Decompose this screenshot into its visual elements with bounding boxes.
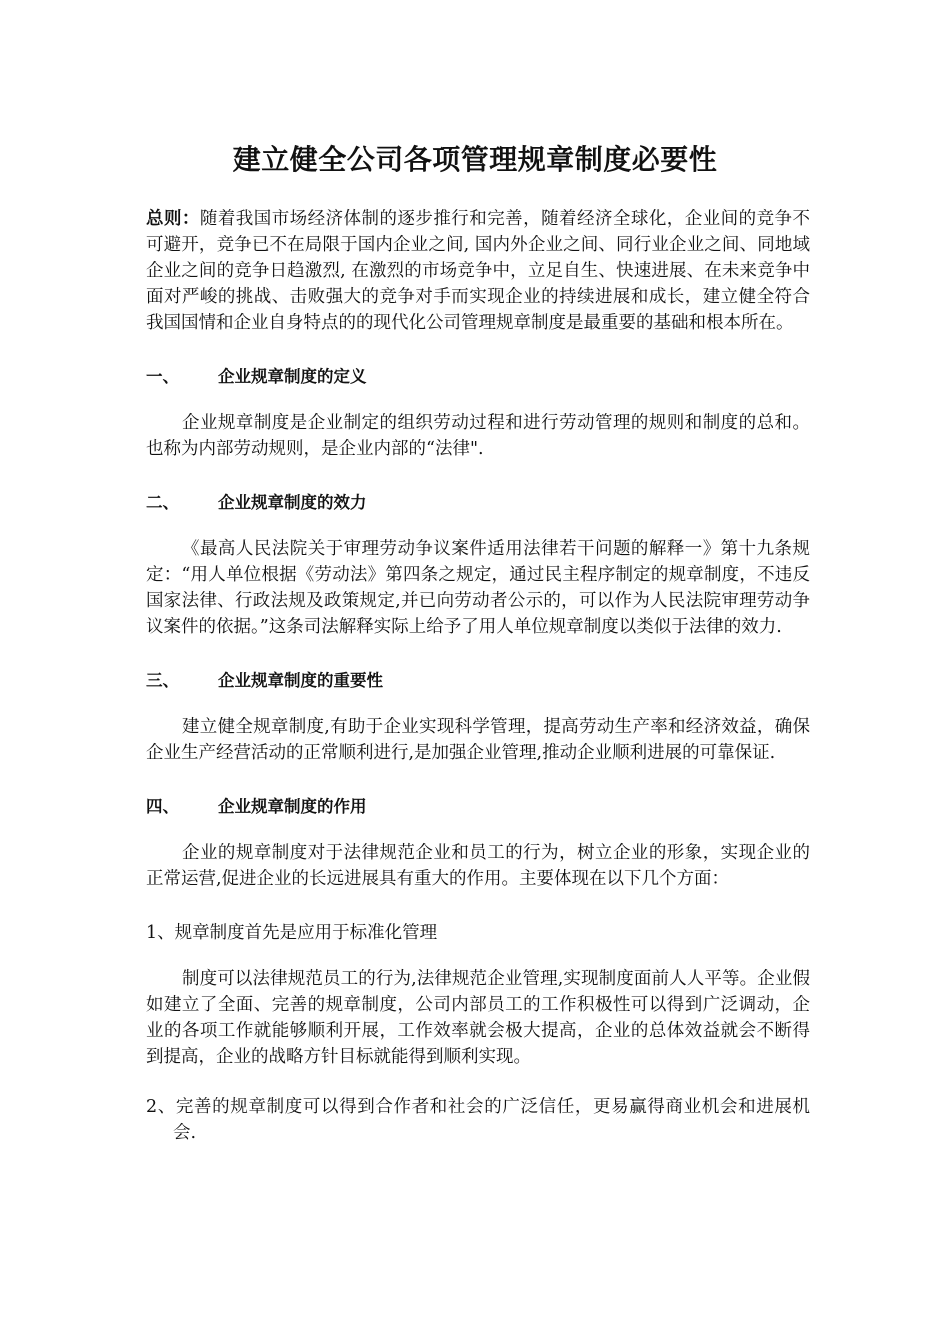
section-paragraph-4: 企业的规章制度对于法律规范企业和员工的行为，树立企业的形象，实现企业的正常运营,促进企业的长远进展具有重大的作用。主要体现在以下几个方面：	[146, 843, 810, 889]
section-paragraph-3: 建立健全规章制度,有助于企业实现科学管理，提高劳动生产率和经济效益，确保企业生产经营活动的正常顺利进行,是加强企业管理,推动企业顺利进展的可靠保证.	[146, 717, 810, 763]
section-title: 企业规章制度的效力	[218, 493, 367, 512]
section-number: 三、	[146, 671, 179, 690]
section-paragraph-1: 企业规章制度是企业制定的组织劳动过程和进行劳动管理的规则和制度的总和。也称为内部劳动规则，是企业内部的“法律".	[146, 413, 810, 459]
intro-text: 随着我国市场经济体制的逐步推行和完善，随着经济全球化，企业间的竞争不可避开，竞争已不在局限于国内企业之间, 国内外企业之间、同行业企业之间、同地域企业之间的竞争日趋激烈, 在激烈的市场竞争中，立足自生、快速进展、在未来竞争中面对严峻的挑战、击败强大的竞争对手而实现企业的持续进展和成长，建立健全符合我国国情和企业自身特点的的现代化公司管理规章制度是最重要的基础和根本所在。	[146, 209, 810, 333]
section-title: 企业规章制度的重要性	[218, 671, 383, 690]
section-title: 企业规章制度的定义	[218, 367, 367, 386]
intro-paragraph	[146, 206, 810, 336]
point-1-paragraph: 制度可以法律规范员工的行为,法律规范企业管理,实现制度面前人人平等。企业假如建立了全面、完善的规章制度，公司内部员工的工作积极性可以得到广泛调动，企业的各项工作就能够顺利开展，工作效率就会极大提高，企业的总体效益就会不断得到提高，企业的战略方针目标就能得到顺利实现。	[146, 969, 810, 1067]
section-heading-1	[146, 364, 810, 390]
section-heading-4	[146, 794, 810, 820]
intro-label: 总则：	[146, 209, 200, 229]
point-1-title: 1、规章制度首先是应用于标准化管理	[146, 923, 438, 943]
section-title: 企业规章制度的作用	[218, 797, 367, 816]
section-number: 一、	[146, 367, 179, 386]
section-number: 四、	[146, 797, 179, 816]
section-paragraph-2: 《最高人民法院关于审理劳动争议案件适用法律若干问题的解释一》第十九条规定：“用人单位根据《劳动法》第四条之规定，通过民主程序制定的规章制度，不违反国家法律、行政法规及政策规定,并已向劳动者公示的，可以作为人民法院审理劳动争议案件的依据。”这条司法解释实际上给予了用人单位规章制度以类似于法律的效力.	[146, 539, 810, 637]
point-2-paragraph: 2、完善的规章制度可以得到合作者和社会的广泛信任，更易赢得商业机会和进展机会.	[146, 1097, 810, 1143]
document-body	[146, 206, 810, 1146]
section-heading-2	[146, 490, 810, 516]
section-heading-3	[146, 668, 810, 694]
document-title: 建立健全公司各项管理规章制度必要性	[232, 143, 718, 176]
section-number: 二、	[146, 493, 179, 512]
